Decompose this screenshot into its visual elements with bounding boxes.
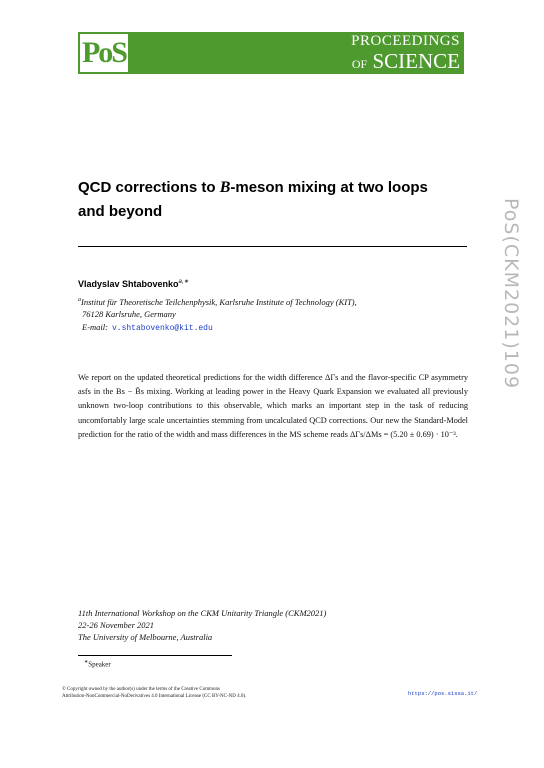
conference-dates: 22-26 November 2021 xyxy=(78,620,155,630)
title-math: B xyxy=(219,179,231,196)
title-rule xyxy=(78,246,467,247)
author-name: Vladyslav Shtabovenko xyxy=(78,279,179,289)
affiliation xyxy=(78,294,357,321)
footnote xyxy=(84,659,111,668)
affiliation-mark: a xyxy=(78,297,81,303)
footnote-text: Speaker xyxy=(88,660,111,669)
conference-venue: The University of Melbourne, Australia xyxy=(78,632,213,642)
footnote-mark: ∗ xyxy=(84,660,89,665)
pos-logo-line1: PROCEEDINGS xyxy=(351,33,460,49)
side-identifier: PoS(CKM2021)109 xyxy=(500,198,522,390)
title-part1: QCD corrections to xyxy=(78,179,220,196)
conference-name: 11th International Workshop on the CKM Unitarity Triangle (CKM2021) xyxy=(78,608,327,618)
author-marks: a,∗ xyxy=(178,279,189,285)
email-label: E-mail: xyxy=(82,322,108,332)
pos-logo-name xyxy=(351,34,460,72)
pos-url[interactable]: https://pos.sissa.it/ xyxy=(408,690,478,697)
affiliation-line2: 76128 Karlsruhe, Germany xyxy=(82,309,176,320)
email-address[interactable]: v.shtabovenko@kit.edu xyxy=(111,324,213,333)
affiliation-line1: $^a$Institut für Theoretische Teilchenphysik, Karlsruhe Institute of Technology (KIT), xyxy=(78,296,357,307)
title-part2: -meson mixing at two loops and beyond xyxy=(78,179,428,220)
email xyxy=(82,322,213,333)
pos-logo-science: SCIENCE xyxy=(372,49,460,73)
copyright-line1: © Copyright owned by the author(s) under the terms of the Creative Commons xyxy=(62,687,220,692)
copyright-line2: Attribution-NonCommercial-NoDerivatives 4.0 International License (CC BY-NC-ND 4.0). xyxy=(62,694,247,699)
footnote-rule xyxy=(78,655,232,656)
pos-logo xyxy=(78,32,464,74)
abstract xyxy=(78,371,468,442)
pos-logo-of: OF xyxy=(351,57,368,71)
conference-info xyxy=(78,607,326,643)
abstract-text: We report on the updated theoretical predictions for the width difference ΔΓs and the flavor-specific CP asymmetry asfs in the Bs − B̄s mixing. Working at leading power in the Heavy Quark Expansion we evaluated all previously unknown two-loop contributions to this observable, which marks an important step in the task of reducing uncomfortably large scale uncertainties stemming from uncalculated QCD corrections. Our new the Standard-Model prediction for the ratio of the width and mass differences in the MS scheme reads ΔΓs/ΔMs = (5.20 ± 0.69) · 10⁻³. xyxy=(78,373,468,439)
author xyxy=(78,278,189,289)
pos-logo-line2 xyxy=(351,51,460,72)
copyright xyxy=(62,686,246,700)
pos-logo-mark: PoS xyxy=(80,34,128,72)
paper-title xyxy=(78,176,438,224)
